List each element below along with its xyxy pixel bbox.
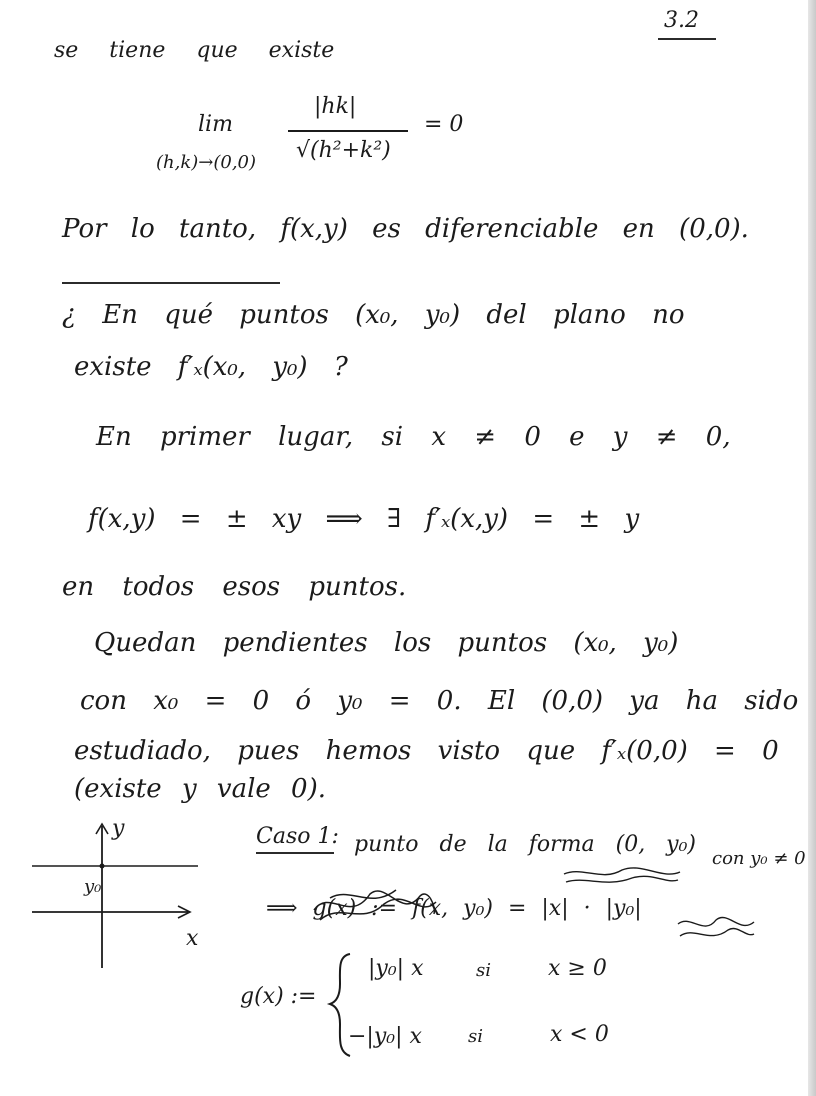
piece1-cond: x ≥ 0 [548,956,607,981]
case1-title-underline [256,852,334,854]
question-line-2: existe f′ₓ(x₀, y₀) ? [74,352,348,382]
piece2-expr: −|y₀| x [348,1024,422,1049]
limit-subscript: (h,k)→(0,0) [156,152,257,173]
axes-sketch [28,818,228,978]
case1-condition: con y₀ ≠ 0 [712,848,806,869]
pending-line-4: (existe y vale 0). [74,774,327,804]
scribble-right [676,910,756,950]
page-number: 3.2 [664,8,699,33]
piece2-cond: x < 0 [550,1022,609,1047]
sketch-x-label: x [186,926,199,951]
points-note: en todos esos puntos. [62,572,407,602]
conclusion-line: Por lo tanto, f(x,y) es diferenciable en (0,0). [62,214,749,244]
first-case-line: En primer lugar, si x ≠ 0 e y ≠ 0, [96,422,731,452]
question-line-1: ¿ En qué puntos (x₀, y₀) del plano no [62,300,685,330]
section-divider [62,282,280,284]
piece1-si: si [476,960,491,981]
limit-denominator: √(h²+k²) [296,138,391,163]
pending-line-1: Quedan pendientes los puntos (x₀, y₀) [94,628,679,658]
pending-line-2: con x₀ = 0 ó y₀ = 0. El (0,0) ya ha sido [80,686,799,716]
page-edge-shadow [808,0,816,1096]
case1-title: Caso 1: [256,824,339,849]
piece1-expr: |y₀| x [368,956,424,981]
limit-lim-word: lim [198,112,233,137]
pending-line-3: estudiado, pues hemos visto que f′ₓ(0,0) = 0 [74,736,779,766]
piece2-si: si [468,1026,483,1047]
sketch-y0-label: y₀ [84,876,102,897]
g-def-label: g(x) := [240,984,317,1009]
point-0-y0 [100,864,105,869]
limit-equals-zero: = 0 [424,112,464,137]
case1-text: punto de la forma (0, y₀) [354,832,697,857]
fraction-bar [288,130,408,132]
limit-numerator: |hk| [314,94,357,119]
formula-line: f(x,y) = ± xy ⟹ ∃ f′ₓ(x,y) = ± y [88,504,640,534]
implication-line: ⟹ g(x) := f(x, y₀) = |x| · |y₀| [266,896,642,921]
scribble-top-right [562,862,682,892]
intro-line: se tiene que existe [54,38,335,63]
sketch-y-label: y [112,816,125,841]
page-number-underline [658,38,716,40]
